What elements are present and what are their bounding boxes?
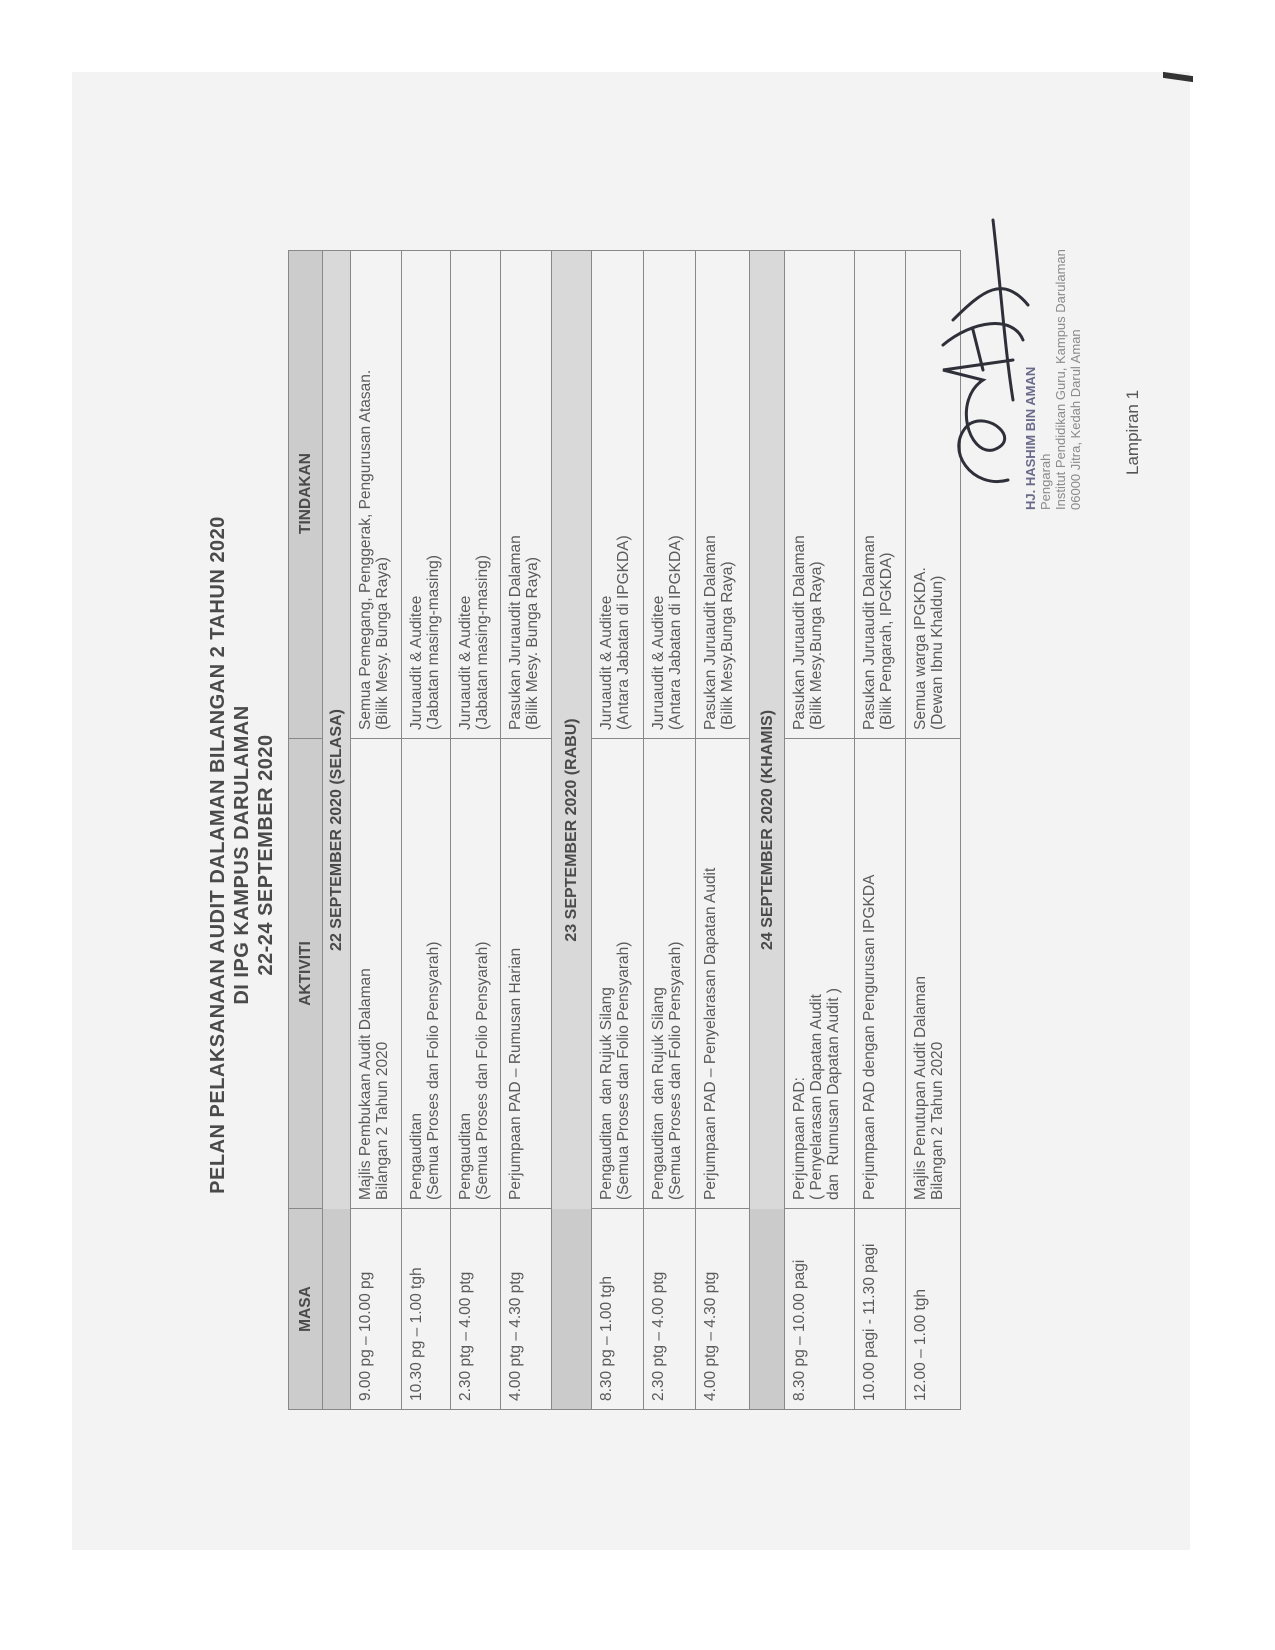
cell-aktiviti: Pengauditan (Semua Proses dan Folio Pensyarah): [451, 739, 500, 1209]
cell-aktiviti: Majlis Penutupan Audit Dalaman Bilangan 2 Tahun 2020: [906, 739, 960, 1209]
cell-aktiviti: Pengauditan dan Rujuk Silang (Semua Proses dan Folio Pensyarah): [644, 739, 695, 1209]
cell-aktiviti: Perjumpaan PAD dengan Pengurusan IPGKDA: [855, 739, 905, 1209]
header-tindakan: TINDAKAN: [289, 249, 322, 739]
cell-masa: 2.30 ptg – 4.00 ptg: [457, 1271, 474, 1401]
rotated-page: [93, 155, 1153, 1555]
cell-masa: 9.00 pg – 10.00 pg: [357, 1271, 374, 1401]
day-label: 22 SEPTEMBER 2020 (SELASA): [328, 709, 345, 951]
table-row: [644, 250, 696, 1410]
cell-tindakan: Juruaudit & Auditee (Jabatan masing-masing): [402, 249, 450, 739]
cell-masa: 4.00 ptg – 4.30 ptg: [702, 1271, 719, 1401]
cell-masa: 12.00 – 1.00 tgh: [912, 1288, 929, 1401]
cell-aktiviti: Pengauditan (Semua Proses dan Folio Pensyarah): [402, 739, 450, 1209]
table-header: [288, 250, 323, 1410]
lampiran-label: Lampiran 1: [1123, 389, 1142, 475]
signatory-role: Pengarah: [1038, 453, 1053, 510]
cell-tindakan: Pasukan Juruaudit Dalaman (Bilik Mesy. Bunga Raya): [501, 249, 551, 739]
cell-aktiviti: Pengauditan dan Rujuk Silang (Semua Proses dan Folio Pensyarah): [592, 739, 643, 1209]
day-header: [323, 250, 351, 1410]
cell-masa: 8.30 pg – 10.00 pagi: [791, 1259, 808, 1401]
signatory-org: Institut Pendidikan Guru, Kampus Darulaman: [1053, 249, 1068, 510]
signatory-name: HJ. HASHIM BIN AMAN: [1023, 366, 1038, 510]
cell-masa: 10.30 pg – 1.00 tgh: [408, 1267, 425, 1401]
cell-tindakan: Semua warga IPGKDA. (Dewan Ibnu Khaldun): [906, 249, 960, 739]
cell-aktiviti: Perjumpaan PAD – Penyelarasan Dapatan Audit: [696, 739, 749, 1209]
signature-block: [1023, 249, 1083, 510]
cell-aktiviti: Perjumpaan PAD: ( Penyelarasan Dapatan Audit dan Rumusan Dapatan Audit ): [785, 739, 854, 1209]
day-label: 23 SEPTEMBER 2020 (RABU): [563, 718, 580, 942]
cell-tindakan: Semua Pemegang, Penggerak, Pengurusan Atasan. (Bilik Mesy. Bunga Raya): [351, 249, 401, 739]
table-row: [402, 250, 451, 1410]
table-row: [351, 250, 402, 1410]
cell-tindakan: Juruaudit & Auditee (Jabatan masing-masing): [451, 249, 500, 739]
cell-tindakan: Pasukan Juruaudit Dalaman (Bilik Pengarah, IPGKDA): [855, 249, 905, 739]
table-row: [451, 250, 501, 1410]
title-line-1: PELAN PELAKSANAAN AUDIT DALAMAN BILANGAN 2 TAHUN 2020: [207, 516, 229, 1194]
table-row: [855, 250, 906, 1410]
header-aktiviti: AKTIVITI: [289, 739, 322, 1209]
day-header: [552, 250, 592, 1410]
cell-aktiviti: Perjumpaan PAD – Rumusan Harian: [501, 739, 551, 1209]
cell-tindakan: Pasukan Juruaudit Dalaman (Bilik Mesy.Bunga Raya): [785, 249, 854, 739]
day-header: [750, 250, 785, 1410]
signatory-address: 06000 Jitra, Kedah Darul Aman: [1068, 329, 1083, 510]
cell-masa: 4.00 ptg – 4.30 ptg: [507, 1271, 524, 1401]
cell-tindakan: Pasukan Juruaudit Dalaman (Bilik Mesy.Bunga Raya): [696, 249, 749, 739]
cell-aktiviti: Majlis Pembukaan Audit Dalaman Bilangan 2 Tahun 2020: [351, 739, 401, 1209]
cell-tindakan: Juruaudit & Auditee (Antara Jabatan di IPGKDA): [592, 249, 643, 739]
cell-masa: 2.30 ptg – 4.00 ptg: [650, 1271, 667, 1401]
day-label: 24 SEPTEMBER 2020 (KHAMIS): [759, 709, 776, 951]
title-line-3: 22-24 SEPTEMBER 2020: [255, 734, 277, 976]
cell-masa: 10.00 pagi - 11.30 pagi: [861, 1243, 878, 1401]
table-row: [785, 250, 855, 1410]
cell-tindakan: Juruaudit & Auditee (Antara Jabatan di IPGKDA): [644, 249, 695, 739]
table-row: [592, 250, 644, 1410]
table-row: [696, 250, 750, 1410]
cell-masa: 8.30 pg – 1.00 tgh: [598, 1276, 615, 1401]
table-row: [501, 250, 552, 1410]
document-title: [206, 155, 278, 1555]
header-masa: MASA: [297, 1286, 314, 1332]
title-line-2: DI IPG KAMPUS DARULAMAN: [231, 705, 253, 1005]
